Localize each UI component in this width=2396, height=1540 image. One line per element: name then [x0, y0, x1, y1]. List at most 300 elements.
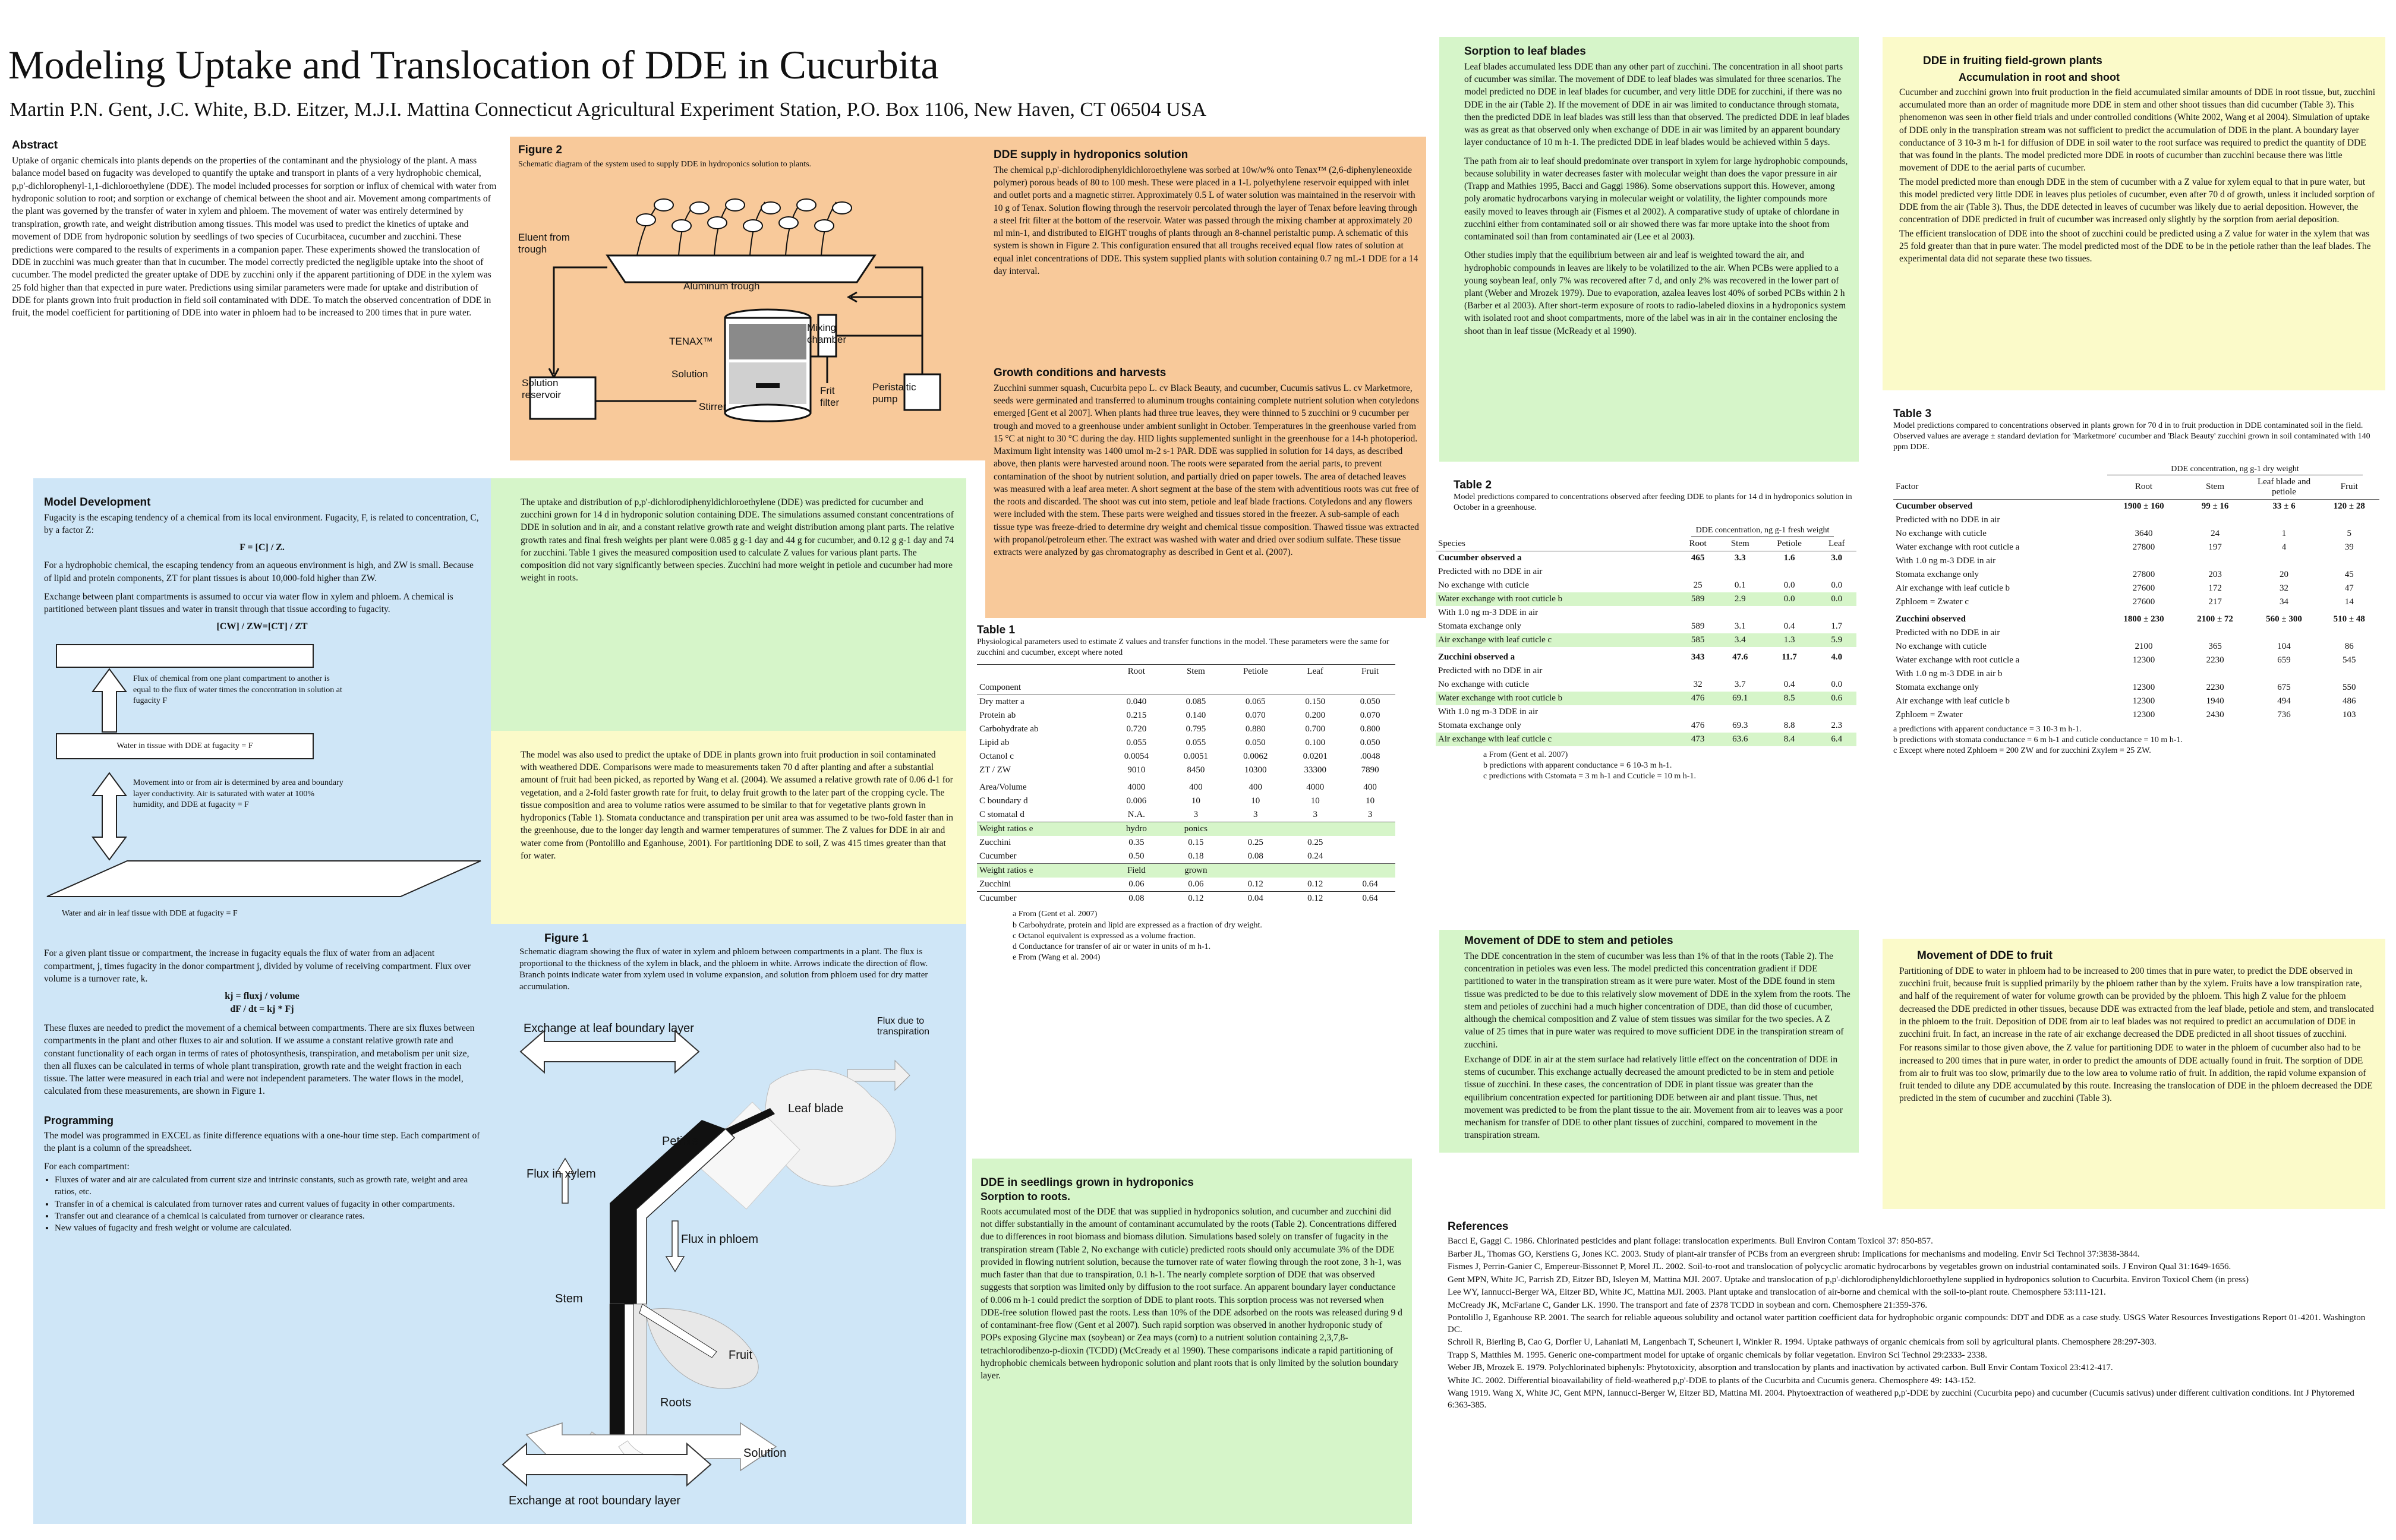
table3-notes: [1893, 724, 2379, 757]
table-row: [1893, 527, 2379, 541]
table-cell: [1345, 850, 1395, 864]
table1-rows: [977, 695, 1395, 906]
table-cell: Air exchange with leaf cuticle b: [1896, 696, 2010, 706]
col-header: Component: [979, 683, 1021, 693]
table-cell: 0.12: [1188, 894, 1204, 904]
reference-item: Lee WY, Iannucci-Berger WA, Eitzer BD, White JC, Mattina MJI. 2003. Plant uptake and translocation of air-borne and chemical with the soil-to-plant route. Chemosphere 53:111-121.: [1448, 1287, 2106, 1297]
table-cell: 0.070: [1360, 711, 1380, 721]
table1-title: Table 1: [977, 624, 1016, 636]
table-cell: 0.15: [1188, 838, 1204, 848]
table-cell: 0.055: [1186, 738, 1206, 748]
stem-petioles-title: Movement of DDE to stem and petioles: [1464, 935, 1673, 947]
fruit-move-title: Movement of DDE to fruit: [1917, 949, 2053, 962]
table-cell: No exchange with cuticle: [1438, 679, 1529, 689]
table-cell: 0.050: [1360, 697, 1380, 707]
table2-panel: [1432, 475, 1860, 918]
table-cell: [2249, 554, 2319, 568]
poster-authors: Martin P.N. Gent, J.C. White, B.D. Eitzer, M.J.I. Mattina Connecticut Agricultural Experiment Station, P.O. Box 1106, New Haven, CT 06504 USA: [10, 99, 1207, 121]
table-row: [1436, 620, 1856, 633]
table-cell: 1940: [2206, 696, 2224, 706]
table-cell: Area/Volume: [979, 782, 1027, 793]
model-dev-p3: Exchange between plant compartments is assumed to occur via water flow in xylem and phloem. A chemical is partitioned between plant tissues and water in transit through that tissue according to fugacity.: [44, 591, 453, 615]
table-cell: 4000: [1127, 782, 1146, 793]
table-cell: 0.0: [1831, 679, 1843, 689]
table-row: [1893, 654, 2379, 667]
reference-item: Weber JB, Mrozek E. 1979. Polychlorinated biphenyls: Phytotoxicity, absorption and translocation by plants and inactivation by activated carbon. Bull Envir Contam Toxicol 23:412-417.: [1448, 1363, 2113, 1372]
table-cell: 8450: [1187, 765, 1205, 775]
label-xylem: Flux in xylem: [527, 1167, 596, 1181]
table-cell: 27600: [2132, 597, 2155, 607]
table-cell: 172: [2208, 583, 2222, 593]
table-cell: [1719, 606, 1762, 620]
references-list: [1448, 1236, 2379, 1411]
table-cell: 1900 ± 160: [2123, 501, 2164, 511]
hydroponics-diagram: [518, 178, 976, 452]
table-row: [1893, 513, 2379, 527]
table-cell: [2106, 667, 2181, 681]
table-cell: 2430: [2206, 709, 2224, 719]
table-cell: 14: [2344, 597, 2354, 607]
table-cell: Air exchange with leaf cuticle b: [1896, 583, 2010, 593]
table-row: [1436, 719, 1856, 733]
table-cell: 5.9: [1817, 633, 1856, 647]
table-cell: 69.3: [1732, 720, 1748, 730]
table-cell: 12300: [2132, 696, 2155, 706]
table-cell: 659: [2277, 655, 2291, 665]
table-cell: [1762, 664, 1817, 678]
table-row: [977, 709, 1395, 722]
table-cell: 0.0051: [1183, 752, 1208, 762]
col-header: Petiole: [1243, 667, 1268, 677]
table-row: [977, 794, 1395, 808]
table-cell: 589: [1691, 621, 1705, 631]
table-cell: 0.1: [1734, 580, 1746, 590]
table-cell: Zucchini: [979, 838, 1011, 848]
fruiting-sub: Accumulation in root and shoot: [1959, 71, 2120, 83]
table2-caption: Model predictions compared to concentrations observed after feeding DDE to plants for 14 d in hydroponics solution in October in a greenhouse.: [1454, 493, 1852, 513]
sorption-leaf-panel: [1439, 37, 1859, 462]
table-row: [1893, 568, 2379, 582]
table-cell: [2249, 626, 2319, 640]
table-cell: 0.35: [1128, 838, 1145, 848]
table3-rows: [1893, 499, 2379, 722]
table-cell: 0.25: [1247, 838, 1263, 848]
table2-title: Table 2: [1454, 479, 1492, 491]
table-cell: 34: [2280, 597, 2289, 607]
table-cell: Field: [1106, 864, 1166, 878]
table-cell: 86: [2344, 641, 2354, 651]
table-cell: 0.64: [1362, 894, 1378, 904]
equation-fugacity: F = [C] / Z.: [239, 542, 285, 553]
table-cell: Predicted with no DDE in air: [1438, 665, 1543, 676]
table-cell: 4: [2281, 542, 2287, 552]
table-cell: 32: [1693, 679, 1703, 689]
col-header: Stem: [1186, 667, 1205, 677]
table-row: [1893, 613, 2379, 626]
label-leaf-boundary: Exchange at leaf boundary layer: [524, 1022, 694, 1035]
table-cell: [1285, 864, 1345, 878]
table-cell: 45: [2344, 569, 2354, 579]
fugacity-diagram: [44, 638, 480, 947]
table-cell: 39: [2344, 542, 2354, 552]
stem-petioles-panel: [1439, 930, 1859, 1153]
label-tenax: TENAX™: [669, 336, 713, 347]
table-row: [977, 808, 1395, 822]
table-cell: 0.25: [1307, 838, 1323, 848]
col-header: Root: [2135, 482, 2153, 492]
table-row: [977, 892, 1395, 906]
table-cell: C stomatal d: [979, 810, 1024, 820]
table-cell: [1719, 705, 1762, 719]
table-cell: Octanol c: [979, 752, 1014, 762]
fruiting-title: DDE in fruiting field-grown plants: [1923, 55, 2102, 67]
col-header: Stem: [1730, 538, 1749, 548]
table-cell: 10: [1366, 796, 1375, 806]
table-cell: [1345, 822, 1395, 837]
table-row: [1893, 554, 2379, 568]
tenax-column: [725, 310, 811, 421]
table-cell: Weight ratios e: [977, 864, 1106, 878]
double-arrow-icon: [92, 772, 127, 861]
table-row: [1893, 640, 2379, 654]
table-cell: 33 ± 6: [2272, 501, 2296, 511]
table-cell: 2100: [2135, 641, 2153, 651]
table-cell: [2319, 626, 2379, 640]
table-row: [1436, 579, 1856, 592]
table1: [977, 664, 1395, 905]
fruit-move-panel: [1883, 939, 2385, 1209]
table-cell: 0.215: [1126, 711, 1147, 721]
reference-item: White JC. 2002. Differential bioavailability of field-weathered p,p'-DDE to plants of the Cucurbita and Cucumis genera. Chemosphere 49: 143-152.: [1448, 1375, 1976, 1386]
table-cell: 0.0: [1831, 580, 1843, 590]
table3-head-group: DDE concentration, ng g-1 dry weight: [2107, 464, 2363, 475]
table-cell: 2230: [2206, 655, 2224, 665]
table-row: [1436, 678, 1856, 692]
table-cell: 0.795: [1186, 724, 1206, 734]
table-cell: 10: [1310, 796, 1320, 806]
table-cell: 0.050: [1360, 738, 1380, 748]
figure2-title: Figure 2: [518, 144, 562, 156]
table2: [1436, 537, 1856, 746]
table-cell: 27800: [2132, 542, 2155, 552]
table-note: a From (Gent et al. 2007): [1483, 750, 1568, 759]
table-cell: 0.0: [1783, 580, 1795, 590]
sorption-leaf-p1: Leaf blades accumulated less DDE than any other part of zucchini. The concentration in all shoot parts of cucumber was similar. The movement of DDE to leaf blades was simulated for three scenarios. The model predicted no DDE in leaf blades for cucumber, and very little DDE for zucchini, if there was no DDE in the air (Table 2). If the movement of DDE in air was limited to conductance through stomata, then the predicted DDE in leaf blades was still less than that observed. The predicted DDE in leaf blades was as great as that observed only when exchange of DDE in air was limited by an apparent boundary layer conductance of 10 m h-1. The predicted DDE in leaf blades would be achieved within 5 days.: [1464, 62, 1850, 148]
figure1-title: Figure 1: [544, 932, 588, 945]
table-cell: 494: [2277, 696, 2291, 706]
table-cell: Zphloem = Zwater: [1896, 709, 1963, 719]
table-cell: 99 ± 16: [2201, 501, 2229, 511]
reference-item: Fismes J, Perrin-Ganier C, Empereur-Bissonnet P, Morel JL. 2002. Soil-to-root and translocation of polycyclic aromatic hydrocarbons by vegetables grown on industrial contaminated soils. J Environ Qual 31:1649-1656.: [1448, 1262, 2231, 1271]
table-cell: 0.150: [1305, 697, 1326, 707]
table-cell: 2.3: [1831, 720, 1843, 730]
table-cell: [1762, 606, 1817, 620]
table-cell: 20: [2280, 569, 2289, 579]
poster-title: Modeling Uptake and Translocation of DDE in Cucurbita: [8, 42, 939, 87]
table-cell: [1225, 822, 1285, 837]
label-frit: Frit filter: [820, 385, 840, 408]
table-cell: 5: [2347, 528, 2351, 538]
stem-petioles-p1: The DDE concentration in the stem of cucumber was less than 1% of that in the roots (Table 2). The concentration in petioles was even less. The model predicted this concentration gradient if DDE partitioned to water in the transpiration stream as it were pure water. Most of the DDE found in stem tissue was predicted to be due to this relatively slow movement of DDE in the xylem from the roots. The stem and petioles of zucchini had a much higher concentration of DDE, than did those of cucumber, although the chemical composition and Z value of stem tissues was similar for the two species. A Z value of 25 times that in pure water was required to move sufficient DDE in the transpiration stream of zucchini.: [1464, 951, 1850, 1050]
table-cell: Predicted with no DDE in air: [1896, 515, 2000, 525]
fruiting-panel: [1883, 37, 2385, 390]
reference-item: Schroll R, Bierling B, Cao G, Dorfler U, Lahaniati M, Langenbach T, Scheunert I, Winkler R. 1994. Uptake pathways of organic chemicals from soil by agricultural plants. Chemosphere 28:297-303.: [1448, 1337, 2157, 1347]
table-cell: 3640: [2135, 528, 2153, 538]
table-row: [977, 750, 1395, 763]
table-cell: Dry matter a: [979, 697, 1024, 707]
water-box: Water in tissue with DDE at fugacity = F: [56, 733, 314, 759]
table-cell: Water exchange with root cuticle a: [1896, 542, 2020, 552]
list-item: • Transfer out and clearance of a chemical is calculated from turnover or clearance rates.: [55, 1210, 480, 1222]
table-cell: 0.0: [1817, 592, 1856, 606]
table-cell: 8.8: [1783, 720, 1795, 730]
table-cell: 365: [2208, 641, 2222, 651]
top-box: [56, 644, 314, 668]
col-header: Fruit: [1361, 667, 1379, 677]
table-cell: With 1.0 ng m-3 DDE in air: [1896, 556, 1996, 566]
col-header: Stem: [2206, 482, 2224, 492]
references-panel: [1444, 1218, 2383, 1533]
label-reservoir: Solution reservoir: [522, 377, 562, 400]
table-cell: 0.070: [1245, 711, 1266, 721]
table3-panel: [1890, 404, 2383, 933]
table-row: [1436, 664, 1856, 678]
table-row: [1893, 582, 2379, 595]
table-note: c Octanol equivalent is expressed as a volume fraction.: [1013, 931, 1196, 941]
table-cell: 675: [2277, 682, 2291, 692]
table-cell: [1817, 606, 1856, 620]
table-cell: [1225, 864, 1285, 878]
seedlings-text: Roots accumulated most of the DDE that was supplied in hydroponics solution, and cucumber and zucchini did not differ substantially in the amount of contaminant accumulated by the roots (Table 2). Concentrations differed due to differences in root biomass and biomass dilution. Simulations based solely on transfer of fugacity in the transpiration stream (Table 2, No exchange with cuticle) predicted roots should only accumulate 3% of the DDE provided in flowing nutrient solution, because the turnover rate of water flowing through the root zone, 3 h-1, was much faster than that due to transpiration, 0.1 h-1. The nearly complete sorption of DDE that was observed suggests that sorption was limited only by diffusion to the root surface. An apparent boundary layer conductance of 0.006 m h-1 could predict the sorption of DDE to plant roots. This sorption process was not reversed when DDE-free solution flowed past the roots. Less than 10% of the DDE adsorbed on the roots was released during 9 d of contaminant-free flow (Gent et al 2007). Such rapid sorption was observed in another hydroponic study of POPs exposing Glycine max (soybean) or Zea mays (corn) to a nutrient solution containing 2,3,7,8-tetrachlorodibenzo-p-dioxin (TCDD) (McCready et al 1990). These comparisons indicate a rapid partitioning of hydrophobic chemicals between hydroponic solution and plant roots that is only limited by the solution boundary layer.: [981, 1207, 1402, 1381]
table-cell: Water exchange with root cuticle b: [1436, 592, 1677, 606]
table-row: [1893, 695, 2379, 708]
table-cell: No exchange with cuticle: [1896, 641, 1987, 651]
col-header: Fruit: [2340, 482, 2358, 492]
table-cell: 476: [1677, 692, 1719, 705]
table-cell: 32: [2280, 583, 2289, 593]
table-row: [1436, 733, 1856, 746]
table-cell: 0.720: [1126, 724, 1147, 734]
table-cell: 400: [1363, 782, 1377, 793]
table-cell: 510 ± 48: [2333, 614, 2365, 624]
table-cell: [1285, 822, 1345, 837]
table-cell: 343: [1691, 652, 1705, 662]
table-cell: 69.1: [1719, 692, 1762, 705]
table-cell: 3.1: [1734, 621, 1746, 631]
table-cell: 8.5: [1762, 692, 1817, 705]
table-cell: 10: [1191, 796, 1200, 806]
plant-flux-diagram: [491, 924, 966, 1524]
references-title: References: [1448, 1220, 1509, 1233]
table-cell: 11.7: [1782, 652, 1797, 662]
table-row: [977, 695, 1395, 709]
table-note: b predictions with stomata conductance = 6 m h-1 and cuticle conductance = 10 m h-1.: [1893, 735, 2183, 744]
model-dev-p2: For a hydrophobic chemical, the escaping tendency from an aqueous environment is high, and ZW is small. Because of lipid and protein components, ZT for plant tissues is about 10,000-fold higher than ZW.: [44, 560, 474, 583]
table-cell: 0.200: [1305, 711, 1326, 721]
mid-yellow-panel: [491, 731, 966, 924]
equation-partition: [CW] / ZW=[CT] / ZT: [216, 621, 308, 632]
fruit-move-p2: For reasons similar to those given above, the Z value for partitioning DDE to water in the phloem of cucumber also had to be increased to 200 times that in pure water, in order to predict the amounts of DDE actually found in fruit. The sorption of DDE from air to fruit was too slow, primarily due to the low area to volume ratio of fruit. In addition, the rapid volume expansion of fruit tended to dilute any DDE accumulated by this route. Increasing the translocation of DDE in the phloem decreased the DDE predicted in the stem of cucumber and zucchini (Table 3).: [1899, 1043, 2373, 1104]
table-row: [1436, 565, 1856, 579]
table-cell: .0048: [1360, 752, 1380, 762]
table-header-row: [1893, 475, 2379, 500]
programming-text: The model was programmed in EXCEL as finite difference equations with a one-hour time step. Each compartment of the plant is a column of the spreadsheet.: [44, 1130, 480, 1153]
table-row: [1893, 499, 2379, 513]
table-cell: 12300: [2132, 682, 2155, 692]
table-cell: 400: [1249, 782, 1263, 793]
table-cell: [2181, 513, 2249, 527]
seedlings-title: DDE in seedlings grown in hydroponics: [981, 1176, 1194, 1189]
table-cell: Zucchini observed: [1896, 614, 1966, 624]
table-cell: [2319, 667, 2379, 681]
plants-icon: [636, 199, 852, 255]
table-cell: 0.800: [1360, 724, 1380, 734]
table-row: [977, 736, 1395, 750]
reference-item: Bacci E, Gaggi C. 1986. Chlorinated pesticides and plant foliage: translocation experiments. Bull Environ Contam Toxicol 37: 850-857.: [1448, 1236, 1933, 1246]
table-cell: ZT / ZW: [979, 765, 1011, 775]
table-cell: 465: [1691, 553, 1705, 563]
table-cell: 0.50: [1128, 851, 1145, 861]
table2-head-group: DDE concentration, ng g-1 fresh weight: [1691, 525, 1834, 537]
table-cell: 8.4: [1762, 733, 1817, 746]
table1-caption: Physiological parameters used to estimate Z values and transfer functions in the model. These parameters were the same for zucchini and cucumber, except where noted: [977, 638, 1389, 658]
table-cell: Weight ratios e: [977, 822, 1106, 837]
table-cell: 550: [2343, 682, 2356, 692]
table-cell: 0.18: [1188, 851, 1204, 861]
table-cell: 0.04: [1247, 894, 1263, 904]
fruit-move-p1: Partitioning of DDE to water in phloem had to be increased to 200 times that in pure water, to predict the DDE observed in zucchini fruit, because fruit is supplied primarily by the phloem rather than by the xylem. Fruits have a low transpiration rate, and half of the requirement of water for volume growth can be provided by the phloem. This high Z value for the phloem decreased the DDE predicted in other tissues, because DDE was extracted from the leaf blade, petiole and stem, and translocated in the phloem to the fruit. Deposition of DDE from air to leaf blades was not required to predict an accumulation of DDE in zucchini fruit. In fact, an increase in the rate of air exchange decreased the DDE predicted in all shoot tissues of zucchini.: [1899, 966, 2374, 1040]
table-note: a predictions with apparent conductance = 3 10-3 m h-1.: [1893, 724, 2082, 734]
table-cell: Zucchini observed a: [1438, 652, 1515, 662]
table-cell: ponics: [1166, 822, 1225, 837]
table-cell: 1.7: [1831, 621, 1843, 631]
mid-yellow-text: The model was also used to predict the uptake of DDE in plants grown into fruit production in soil contaminated with weathered DDE. Comparisons were made to measurements taken 70 d after planting and after a substantial amount of fruit had been picked, as reported by Wang et al. (2004). We assumed a relative growth rate of 0.06 d-1 for vegetation, and a 2-fold faster growth rate for fruit, to delay fruit growth to the later part of the cropping cycle. The tissue composition and area to volume ratios were assumed to be similar to that for vegetative plants grown in hydroponics (Table 1). Stomata conductance and transpiration per unit area was assumed to be two-fold faster than in the greenhouse, due to the longer day length and warmer temperatures of summer. The Z values for DDE in air and water come from (Pontolillo and Eganhouse, 2001). For partitioning DDE to soil, Z was 415 times greater than that for water.: [521, 750, 954, 861]
figure2-panel: [510, 137, 985, 460]
table-cell: [2181, 554, 2249, 568]
table-row: [1436, 606, 1856, 620]
table-row: [977, 781, 1395, 794]
table3: [1893, 475, 2379, 722]
table3-title: Table 3: [1893, 408, 1932, 420]
col-header: Leaf: [1307, 667, 1323, 677]
table-cell: 25: [1693, 580, 1703, 590]
table-cell: 3: [1367, 810, 1373, 820]
model-dev-p4: For a given plant tissue or compartment, the increase in fugacity equals the flux of water from an adjacent compartment, j, times fugacity in the donor compartment j, divided by volume of receiving compartment. Flux over volume is a turnover rate, k.: [44, 948, 471, 984]
table-cell: 0.055: [1126, 738, 1147, 748]
table-cell: 0.12: [1307, 879, 1323, 889]
model-dev-p1: Fugacity is the escaping tendency of a chemical from its local environment. Fugacity, F, is related to concentration, C, by a factor Z:: [44, 513, 479, 536]
label-phloem: Flux in phloem: [681, 1233, 759, 1246]
table-cell: With 1.0 ng m-3 DDE in air: [1438, 607, 1539, 617]
fruiting-p2: The model predicted more than enough DDE in the stem of cucumber with a Z value for xylem equal to that in pure water, but this model predicted very little DDE in leaves plus petioles of cucumber, even after 70 d of growth, unless it included sorption of DDE from the air (Table 3). Thus, the DDE detected in leaves of cucumber was likely due to aerial deposition. However, the concentration of DDE predicted in fruit of cucumber was increased only slightly by the sorption from aerial deposition.: [1899, 176, 2375, 225]
table-row: [1436, 705, 1856, 719]
table-cell: 4.0: [1831, 652, 1843, 662]
table-cell: 736: [2277, 709, 2291, 719]
table-row: [1436, 633, 1856, 647]
table-cell: [1719, 664, 1762, 678]
table-note: c predictions with Cstomata = 3 m h-1 and Ccuticle = 10 m h-1.: [1483, 771, 1696, 781]
table-cell: 0.08: [1128, 894, 1145, 904]
table-cell: 3: [1193, 810, 1199, 820]
table-row: [977, 878, 1395, 892]
seedlings-panel: [972, 1159, 1412, 1524]
reference-item: Wang 1919. Wang X, White JC, Gent MPN, Iannucci-Berger W, Eitzer BD, Mattina MI. 2004. Phytoextraction of weathered p,p'-DDE by zucchini (Cucurbita pepo) and cucumber (Cucumis sativus) under different cultivation conditions. Int J Phytoremed 6:363-385.: [1448, 1388, 2354, 1410]
table-cell: 12300: [2132, 655, 2155, 665]
fruiting-p1: Cucumber and zucchini grown into fruit production in the field accumulated similar amounts of DDE in root tissue, but, zucchini accumulated more than an order of magnitude more DDE in stem and other shoot tissues than did cucumber (Table 3). This phenomenon was seen in other field trials and under controlled conditions (White 2002, Wang et al 2004). Simulation of uptake of DDE only in the transpiration stream was not sufficient to predict the accumulation of DDE in the plant. A boundary layer conductance of 3 10-3 m h-1 for diffusion of DDE in soil water to the root surface was required to predict the quantity of DDE that was found in the plants. The model predicted more DDE in roots of cucumber than zucchini because there was little movement of DDE to the aerial parts of cucumber.: [1899, 87, 2376, 173]
table-cell: 2100 ± 72: [2197, 614, 2233, 624]
label-mixing: Mixing chamber: [807, 322, 847, 345]
table-cell: [1677, 606, 1719, 620]
leaf-label: Water and air in leaf tissue with DDE at fugacity = F: [62, 909, 238, 919]
table-note: b Carbohydrate, protein and lipid are expressed as a fraction of dry weight.: [1013, 920, 1262, 930]
table-cell: Cucumber: [979, 894, 1017, 904]
table-cell: Stomata exchange only: [1896, 682, 1979, 692]
table-cell: 473: [1677, 733, 1719, 746]
table-cell: 0.0062: [1243, 752, 1268, 762]
table-cell: [2106, 513, 2181, 527]
table-cell: No exchange with cuticle: [1438, 580, 1529, 590]
sorption-leaf-p2: The path from air to leaf should predominate over transport in xylem for large hydrophobic compounds, because solubility in water decreases faster with molecular weight than does the vapor pressure in air (Trapp and Mathies 1995, Bacci and Gaggi 1986). Some observations support this. However, among poly aromatic hydrocarbons varying in molecular weight or volatility, the lighter compounds more easily moved to leaves through air (Fismes et al 2002). A comparative study of uptake of chlordane in zucchini either from contaminated soil or air showed there was far more uptake into the shoot from contaminated soil than from contaminated air (Lee et al 2003).: [1464, 156, 1848, 242]
table-cell: 2230: [2206, 682, 2224, 692]
table-cell: 9010: [1127, 765, 1146, 775]
table-note: d Conductance for transfer of air or water in units of m h-1.: [1013, 942, 1211, 951]
table-cell: 1800 ± 230: [2123, 614, 2164, 624]
table-cell: 545: [2343, 655, 2356, 665]
table-cell: 0.050: [1245, 738, 1266, 748]
table-cell: 3.7: [1734, 679, 1746, 689]
table-cell: 0.12: [1307, 894, 1323, 904]
label-aluminum: Aluminum trough: [683, 280, 760, 292]
label-eluent: Eluent from trough: [518, 232, 570, 255]
table-cell: 4000: [1306, 782, 1325, 793]
table-cell: 10: [1251, 796, 1260, 806]
abstract-title: Abstract: [12, 139, 58, 152]
table-cell: 63.6: [1719, 733, 1762, 746]
table-cell: [1817, 705, 1856, 719]
table-cell: 585: [1677, 633, 1719, 647]
col-header: Leaf blade and petiole: [2257, 476, 2311, 497]
table-row: [1893, 541, 2379, 554]
table-cell: 3.3: [1734, 553, 1746, 563]
table-cell: [1762, 705, 1817, 719]
table1-panel: [972, 618, 1400, 1144]
table-cell: 7890: [1361, 765, 1379, 775]
table-cell: 560 ± 300: [2266, 614, 2302, 624]
table-row: [1436, 651, 1856, 664]
table-cell: Zphloem = Zwater c: [1896, 597, 1969, 607]
table-cell: N.A.: [1127, 810, 1145, 820]
mid-green-panel: [491, 478, 966, 731]
table-header-row: [977, 665, 1395, 695]
sorption-leaf-title: Sorption to leaf blades: [1464, 45, 1586, 58]
table-cell: Stomata exchange only: [1438, 621, 1521, 631]
table-row: [1893, 595, 2379, 609]
table-note: a From (Gent et al. 2007): [1013, 910, 1098, 919]
label-leaf-blade: Leaf blade: [788, 1102, 844, 1115]
growth-title: Growth conditions and harvests: [994, 367, 1167, 379]
table-cell: Water exchange with root cuticle a: [1896, 655, 2020, 665]
col-header: Factor: [1896, 482, 1919, 492]
table-cell: [1762, 565, 1817, 579]
table-cell: 0.64: [1362, 879, 1378, 889]
abstract-panel: [8, 137, 502, 452]
table-cell: 3.0: [1831, 553, 1843, 563]
table-cell: [2181, 667, 2249, 681]
table-row: [977, 864, 1395, 878]
table-cell: 0.040: [1126, 697, 1147, 707]
col-header: Root: [1689, 538, 1707, 548]
table-cell: 47.6: [1732, 652, 1748, 662]
